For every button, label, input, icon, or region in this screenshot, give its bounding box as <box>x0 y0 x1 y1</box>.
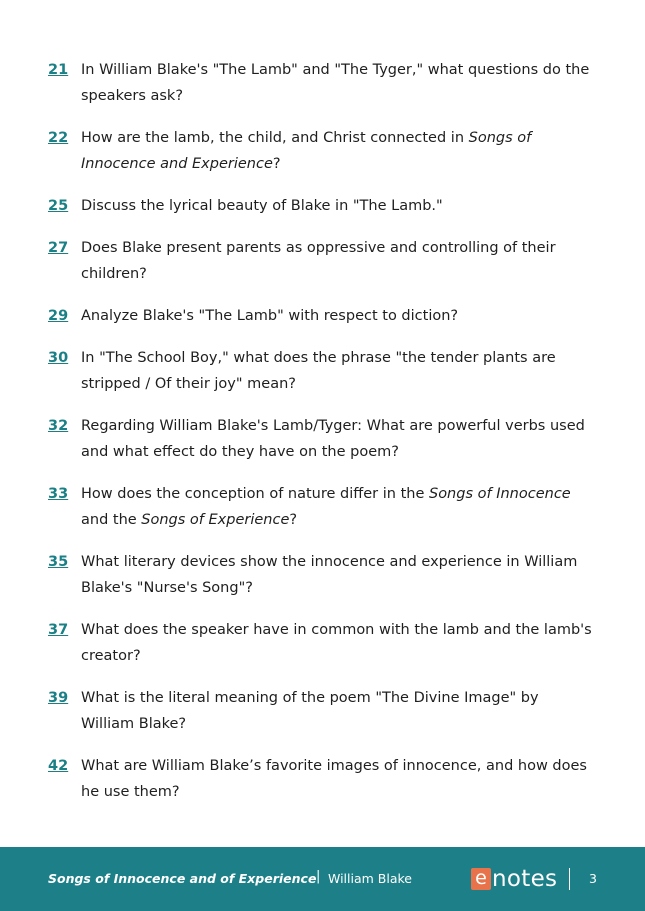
question-number-link[interactable]: 27 <box>48 240 69 256</box>
footer-separator: | <box>316 869 321 884</box>
question-text-segment: ? <box>272 156 281 172</box>
question-number-link[interactable]: 22 <box>48 130 69 146</box>
question-text-segment: ? <box>289 512 298 528</box>
question-item <box>0 413 645 465</box>
question-text <box>81 193 596 219</box>
question-text-segment: How does the conception of nature differ in the <box>81 486 429 502</box>
question-text <box>81 549 596 601</box>
question-text-segment: What literary devices show the innocence and experience in William Blake's "Nurse's Song"? <box>81 554 578 596</box>
question-title-italic: Songs of Experience <box>141 512 290 528</box>
question-text <box>81 413 596 465</box>
question-text-segment: Discuss the lyrical beauty of Blake in "The Lamb." <box>81 198 443 214</box>
question-number-link[interactable]: 30 <box>48 350 69 366</box>
question-text-segment: Analyze Blake's "The Lamb" with respect to diction? <box>81 308 459 324</box>
question-number-link[interactable]: 42 <box>48 758 69 774</box>
question-text <box>81 481 596 533</box>
page-number: 3 <box>589 871 597 886</box>
question-text-segment: What are William Blake’s favorite images of innocence, and how does he use them? <box>81 758 587 800</box>
question-number-link[interactable]: 21 <box>48 62 69 78</box>
page-footer <box>0 847 645 911</box>
question-text <box>81 235 596 287</box>
question-text-segment: What does the speaker have in common with the lamb and the lamb's creator? <box>81 622 592 664</box>
question-text-segment: Does Blake present parents as oppressive and controlling of their children? <box>81 240 556 282</box>
question-title-italic: Songs of Innocence and Experience <box>81 130 532 172</box>
footer-author: William Blake <box>328 871 412 886</box>
question-number-link[interactable]: 37 <box>48 622 69 638</box>
question-number-link[interactable]: 33 <box>48 486 69 502</box>
question-item <box>0 235 645 287</box>
question-text <box>81 685 596 737</box>
question-item <box>0 685 645 737</box>
question-text <box>81 617 596 669</box>
question-text <box>81 303 596 329</box>
question-title-italic: Songs of Innocence <box>428 486 571 502</box>
question-item <box>0 193 645 219</box>
question-text-segment: In "The School Boy," what does the phrase "the tender plants are stripped / Of their joy" mean? <box>81 350 556 392</box>
question-text-segment: and the <box>81 512 142 528</box>
question-text-segment: Regarding William Blake's Lamb/Tyger: What are powerful verbs used and what effect do they have on the poem? <box>81 418 585 460</box>
question-item <box>0 57 645 109</box>
question-item <box>0 345 645 397</box>
question-item <box>0 617 645 669</box>
question-item <box>0 125 645 177</box>
question-item <box>0 481 645 533</box>
enotes-logo-e-icon: e <box>471 868 491 890</box>
question-item <box>0 549 645 601</box>
question-item <box>0 753 645 805</box>
question-text <box>81 125 596 177</box>
question-item <box>0 303 645 329</box>
enotes-logo[interactable] <box>471 868 557 890</box>
question-number-link[interactable]: 32 <box>48 418 69 434</box>
question-number-link[interactable]: 39 <box>48 690 69 706</box>
question-number-link[interactable]: 25 <box>48 198 69 214</box>
question-text <box>81 57 596 109</box>
enotes-logo-text: notes <box>492 866 558 892</box>
footer-book-title: Songs of Innocence and of Experience <box>48 871 317 886</box>
question-text <box>81 345 596 397</box>
question-text-segment: In William Blake's "The Lamb" and "The Tyger," what questions do the speakers ask? <box>81 62 590 104</box>
question-number-link[interactable]: 35 <box>48 554 69 570</box>
question-text-segment: How are the lamb, the child, and Christ connected in <box>81 130 469 146</box>
footer-divider <box>569 868 570 890</box>
question-number-link[interactable]: 29 <box>48 308 69 324</box>
question-list <box>0 57 645 821</box>
question-text <box>81 753 596 805</box>
question-text-segment: What is the literal meaning of the poem "The Divine Image" by William Blake? <box>81 690 539 732</box>
